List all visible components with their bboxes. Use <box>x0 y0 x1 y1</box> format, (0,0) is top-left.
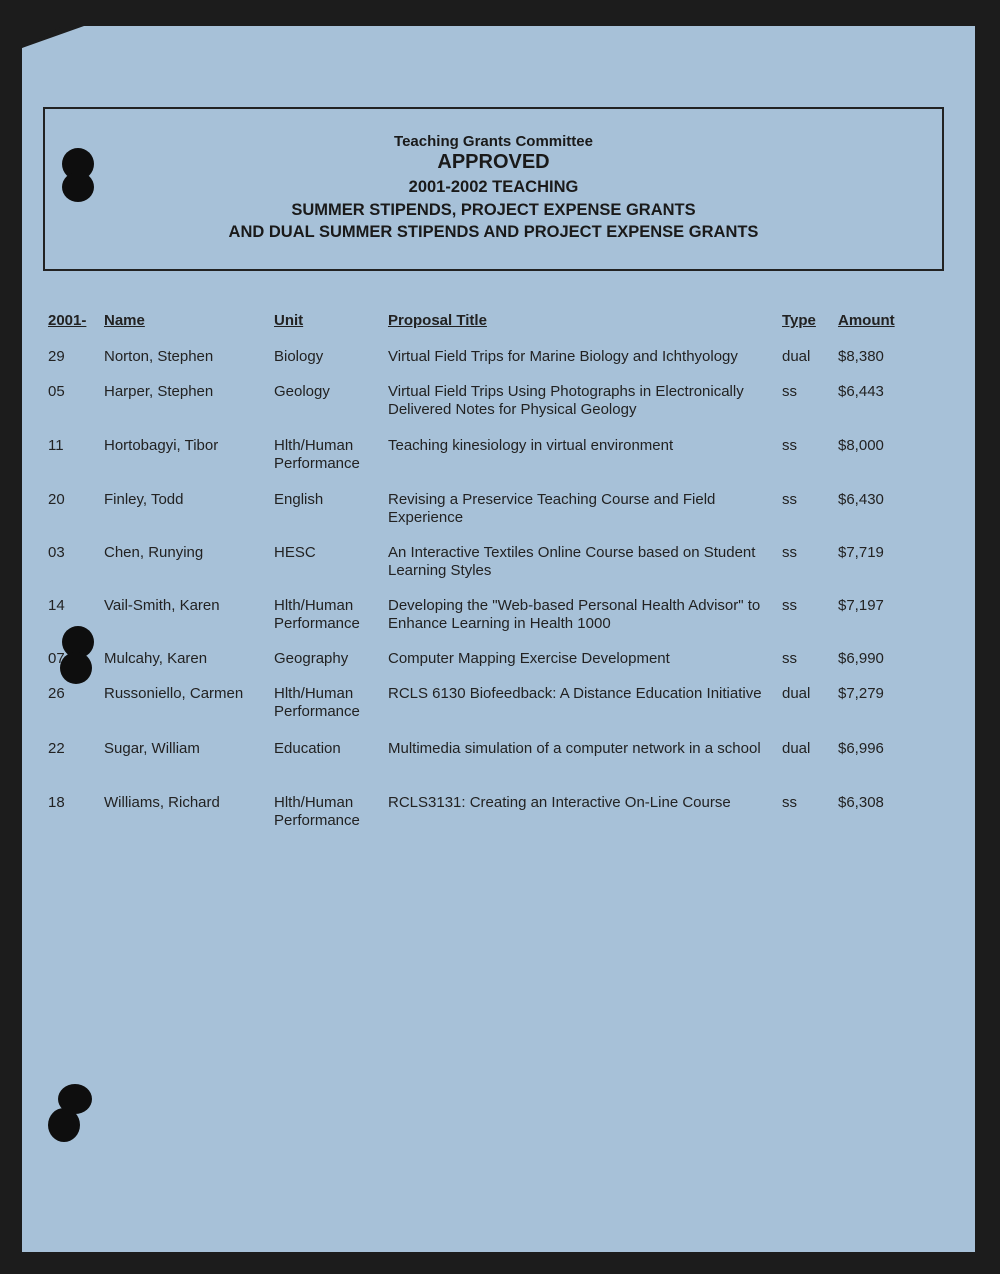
row-name: Williams, Richard <box>104 794 220 811</box>
row-number: 07 <box>48 650 65 667</box>
row-title: Multimedia simulation of a computer network in a school <box>388 740 761 757</box>
row-unit: Hlth/Human Performance <box>274 437 360 472</box>
row-unit: Education <box>274 740 341 757</box>
torn-corner-edge <box>22 26 62 48</box>
row-name: Vail-Smith, Karen <box>104 597 220 614</box>
row-type: dual <box>782 685 811 702</box>
row-number: 26 <box>48 685 65 702</box>
row-name: Mulcahy, Karen <box>104 650 208 667</box>
column-header-name: Name <box>104 312 145 329</box>
row-number: 29 <box>48 348 65 365</box>
row-type: ss <box>782 383 797 400</box>
row-title: Computer Mapping Exercise Development <box>388 650 670 667</box>
row-name: Finley, Todd <box>104 491 184 508</box>
column-header-amount: Amount <box>838 312 895 329</box>
column-header-number: 2001- <box>48 312 87 329</box>
row-title: Teaching kinesiology in virtual environment <box>388 437 674 454</box>
row-unit: Hlth/Human Performance <box>274 597 360 632</box>
row-title: Virtual Field Trips Using Photographs in Electronically Delivered Notes for Physical Geology <box>388 383 744 418</box>
row-title: Revising a Preservice Teaching Course and Field Experience <box>388 491 716 526</box>
committee-name: Teaching Grants Committee <box>394 133 593 150</box>
row-unit: English <box>274 491 324 508</box>
row-number: 05 <box>48 383 65 400</box>
row-number: 18 <box>48 794 65 811</box>
row-type: dual <box>782 348 811 365</box>
punch-hole-bottom-b <box>48 1108 80 1142</box>
row-type: ss <box>782 491 797 508</box>
row-number: 22 <box>48 740 65 757</box>
row-unit: HESC <box>274 544 316 561</box>
row-amount: $6,996 <box>838 740 884 757</box>
row-title: RCLS3131: Creating an Interactive On-Line Course <box>388 794 731 811</box>
row-number: 11 <box>48 437 64 454</box>
row-name: Russoniello, Carmen <box>104 685 244 702</box>
row-amount: $8,380 <box>838 348 884 365</box>
row-unit: Geography <box>274 650 349 667</box>
row-type: ss <box>782 650 797 667</box>
header-box <box>43 107 944 271</box>
row-name: Sugar, William <box>104 740 200 757</box>
row-type: ss <box>782 794 797 811</box>
row-number: 03 <box>48 544 65 561</box>
column-header-title: Proposal Title <box>388 312 487 329</box>
row-amount: $6,443 <box>838 383 884 400</box>
row-amount: $6,430 <box>838 491 884 508</box>
program-year: 2001-2002 TEACHING <box>408 178 579 196</box>
column-header-unit: Unit <box>274 312 304 329</box>
row-amount: $8,000 <box>838 437 884 454</box>
row-unit: Geology <box>274 383 330 400</box>
row-number: 20 <box>48 491 65 508</box>
row-type: ss <box>782 437 797 454</box>
row-amount: $7,719 <box>838 544 884 561</box>
row-name: Chen, Runying <box>104 544 204 561</box>
program-title-line-1: SUMMER STIPENDS, PROJECT EXPENSE GRANTS <box>291 201 696 219</box>
row-type: ss <box>782 544 797 561</box>
approval-status: APPROVED <box>437 151 550 173</box>
punch-hole-mid-b <box>60 652 92 684</box>
row-title: Virtual Field Trips for Marine Biology and Ichthyology <box>388 348 738 365</box>
row-number: 14 <box>48 597 65 614</box>
row-title: An Interactive Textiles Online Course based on Student Learning Styles <box>388 544 756 579</box>
row-name: Norton, Stephen <box>104 348 214 365</box>
program-title-line-2: AND DUAL SUMMER STIPENDS AND PROJECT EXPENSE GRANTS <box>228 223 759 241</box>
row-amount: $7,197 <box>838 597 884 614</box>
row-unit: Hlth/Human Performance <box>274 794 360 829</box>
row-name: Harper, Stephen <box>104 383 214 400</box>
row-unit: Hlth/Human Performance <box>274 685 360 720</box>
row-type: ss <box>782 597 797 614</box>
row-name: Hortobagyi, Tibor <box>104 437 219 454</box>
row-amount: $6,990 <box>838 650 884 667</box>
column-header-type: Type <box>782 312 816 329</box>
row-type: dual <box>782 740 811 757</box>
row-title: RCLS 6130 Biofeedback: A Distance Education Initiative <box>388 685 762 702</box>
row-title: Developing the "Web-based Personal Health Advisor" to Enhance Learning in Health 1000 <box>388 597 761 632</box>
row-amount: $6,308 <box>838 794 884 811</box>
row-amount: $7,279 <box>838 685 884 702</box>
row-unit: Biology <box>274 348 324 365</box>
